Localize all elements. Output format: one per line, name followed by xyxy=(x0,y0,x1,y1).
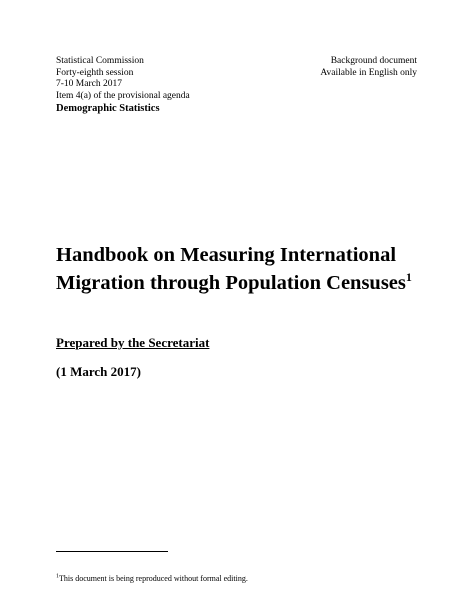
document-title xyxy=(56,241,436,297)
title-line-1: Handbook on Measuring International xyxy=(56,244,397,266)
session: Forty-eighth session xyxy=(56,67,134,78)
document-type: Background document xyxy=(330,56,417,66)
agenda-title: Demographic Statistics xyxy=(56,103,160,114)
footnote-separator xyxy=(56,551,168,552)
document-date: (1 March 2017) xyxy=(56,364,141,379)
footnote xyxy=(56,574,248,584)
language-availability: Available in English only xyxy=(320,67,417,78)
header-left-block xyxy=(56,56,190,115)
header-right-block xyxy=(320,56,417,79)
footnote-marker: 1 xyxy=(56,573,59,580)
title-line-2-text: Migration through Population Censuses xyxy=(56,272,406,294)
session-dates: 7-10 March 2017 xyxy=(56,79,122,89)
prepared-by: Prepared by the Secretariat xyxy=(56,335,210,350)
title-line-2 xyxy=(56,269,436,297)
title-footnote-marker: 1 xyxy=(405,270,412,285)
commission-name: Statistical Commission xyxy=(56,56,144,66)
agenda-item: Item 4(a) of the provisional agenda xyxy=(56,90,190,101)
footnote-text: This document is being reproduced without formal editing. xyxy=(59,574,248,583)
